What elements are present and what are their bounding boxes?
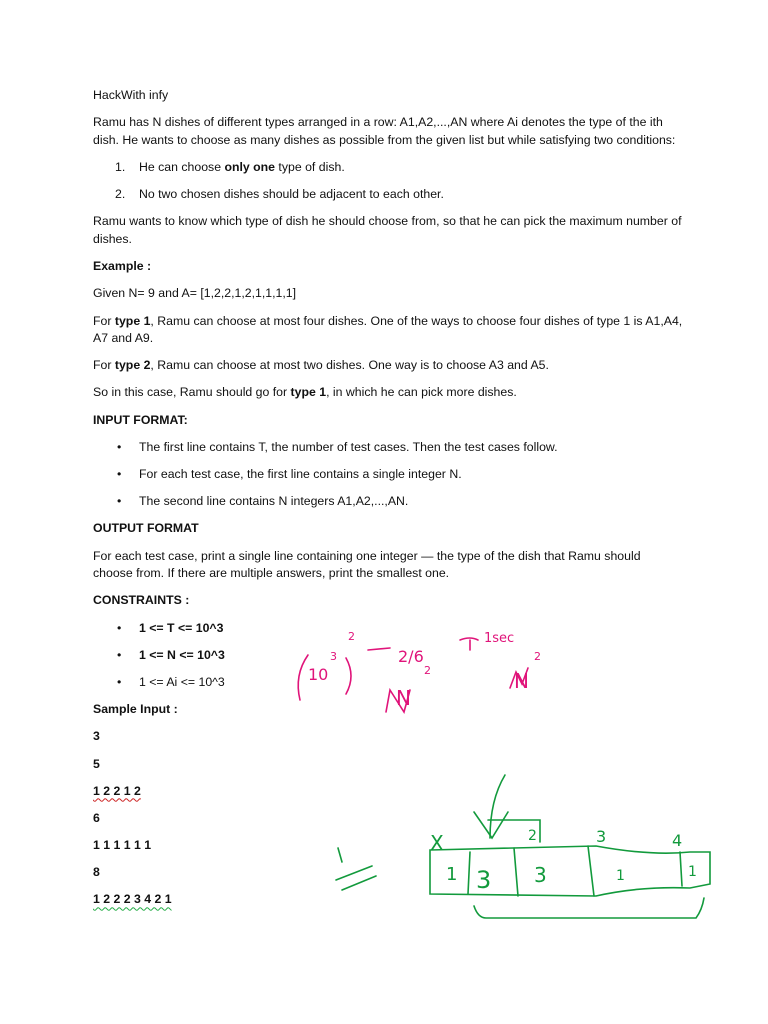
ink-divider: [680, 852, 682, 886]
emphasis: type 1: [290, 385, 327, 400]
ink-text: 2/6: [398, 647, 424, 666]
ink-text: N: [396, 686, 411, 710]
ink-text: 3: [476, 866, 492, 894]
heading-text: CONSTRAINTS :: [93, 593, 190, 608]
bullet-icon: •: [117, 467, 122, 482]
output-format-paragraph: For each test case, print a single line containing one integer — the type of the dish that Ramu should choose from. If there are multiple answers, print the smallest one.: [93, 548, 641, 581]
item-text: The second line contains N integers A1,A2,...,AN.: [139, 494, 409, 509]
ink-tick: [338, 848, 342, 862]
list-number: 1.: [115, 159, 126, 174]
question-paragraph: Ramu wants to know which type of dish he should choose from, so that he can pick the maximum number of dishes.: [93, 214, 682, 246]
ink-dash: [368, 648, 390, 650]
emphasis: type 2: [114, 358, 151, 373]
doc-header: HackWith infy: [93, 88, 169, 102]
text: , Ramu can choose at most two dishes. One way is to choose A3 and A5.: [150, 358, 549, 373]
ink-divider: [588, 846, 594, 896]
constraint-text: 1 <= Ai <= 10^3: [139, 674, 225, 689]
bullet-icon: •: [117, 620, 122, 635]
text: For: [93, 313, 115, 328]
sample-line: 3: [93, 729, 100, 744]
text: , Ramu can choose at most four dishes. One of the ways to choose four dishes of type 1 is A1,A4, A7 and A9.: [93, 313, 683, 346]
condition-text: type of dish.: [275, 159, 345, 174]
condition-emphasis: only one: [224, 159, 276, 174]
ink-divider: [514, 848, 518, 896]
bullet-icon: •: [117, 647, 122, 662]
ink-text: 1: [446, 864, 458, 885]
ink-text: 2: [348, 630, 355, 643]
ink-divider: [468, 852, 470, 894]
ink-equals: [336, 866, 376, 890]
bullet-icon: •: [117, 439, 122, 454]
heading-text: Sample Input :: [93, 702, 178, 717]
ink-text: 3: [330, 650, 337, 663]
given-line: Given N= 9 and A= [1,2,2,1,2,1,1,1,1]: [93, 286, 297, 301]
ink-text: 2: [424, 664, 431, 677]
ink-text: 1: [688, 864, 697, 880]
item-text: For each test case, the first line contains a single integer N.: [139, 467, 462, 482]
text: For: [93, 358, 115, 373]
bullet-icon: •: [117, 674, 122, 689]
bullet-icon: •: [117, 494, 122, 509]
ink-arrow: [460, 638, 478, 650]
emphasis: type 1: [114, 313, 151, 328]
sample-line: 8: [93, 865, 100, 880]
text: So in this case, Ramu should go for: [93, 385, 291, 400]
green-ink-drawing: [336, 775, 710, 918]
ink-text: 1: [616, 868, 625, 884]
sample-text: 1 2 2 2 3 4 2 1: [93, 892, 172, 907]
sample-line: 1 1 1 1 1 1: [93, 838, 152, 853]
heading-text: OUTPUT FORMAT: [93, 521, 199, 536]
ink-text: 4: [672, 831, 683, 850]
sample-line: 5: [93, 756, 100, 771]
intro-paragraph: Ramu has N dishes of different types arranged in a row: A1,A2,...,AN where Ai denotes the type of the ith dish. He wants to choose as many dishes as possible from the given list but while satisfying two conditions:: [93, 115, 676, 147]
ink-text: N: [514, 669, 529, 693]
list-number: 2.: [115, 187, 126, 202]
ink-paren-close: [346, 658, 351, 694]
text: , in which he can pick more dishes.: [326, 385, 517, 400]
condition-text: No two chosen dishes should be adjacent to each other.: [139, 187, 444, 202]
pink-ink-text: [308, 630, 541, 710]
example-heading-text: Example :: [93, 259, 152, 274]
ink-paren-open: [298, 655, 308, 700]
ink-text: 10: [308, 665, 329, 684]
ink-text: 2: [534, 650, 541, 663]
condition-text: He can choose: [139, 159, 225, 174]
heading-text: INPUT FORMAT:: [93, 412, 188, 427]
constraint-text: 1 <= N <= 10^3: [139, 647, 225, 662]
ink-text: X: [430, 831, 444, 855]
ink-text: 3: [534, 863, 547, 887]
ink-brace: [474, 898, 704, 918]
item-text: The first line contains T, the number of test cases. Then the test cases follow.: [139, 439, 558, 454]
ink-text: 2: [528, 828, 537, 844]
constraint-text: 1 <= T <= 10^3: [139, 620, 224, 635]
ink-row-outline: [430, 846, 710, 896]
sample-text: 1 2 2 1 2: [93, 783, 141, 798]
ink-text: 3: [596, 827, 607, 846]
sample-line: 6: [93, 810, 100, 825]
ink-text: 1sec: [484, 631, 515, 646]
